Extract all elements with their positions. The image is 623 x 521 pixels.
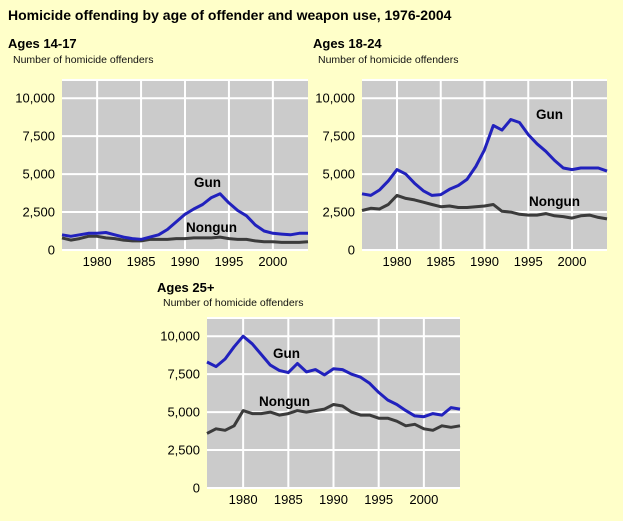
y-tick-label: 5,000 <box>22 166 55 182</box>
x-tick-label: 2000 <box>258 254 288 269</box>
panel-heading-ages-14-17: Ages 14-17 <box>8 36 77 51</box>
y-tick-label: 0 <box>347 242 355 258</box>
panel-subtitle-ages-25-plus: Number of homicide offenders <box>163 297 304 309</box>
y-tick-label: 7,500 <box>167 366 200 382</box>
y-tick-label: 2,500 <box>322 204 355 220</box>
x-tick-label: 1980 <box>382 254 412 269</box>
x-tick-label: 1990 <box>470 254 499 269</box>
y-tick-label: 10,000 <box>315 90 355 106</box>
panel-heading-ages-18-24: Ages 18-24 <box>313 36 382 51</box>
chart-ages-14-17 <box>0 75 312 275</box>
nongun-series-label: Nongun <box>529 194 580 209</box>
y-tick-label: 2,500 <box>167 442 200 458</box>
y-tick-label: 5,000 <box>322 166 355 182</box>
y-tick-label: 7,500 <box>22 128 55 144</box>
chart-ages-18-24 <box>312 75 623 275</box>
x-tick-label: 1980 <box>228 492 258 507</box>
gun-series-label: Gun <box>194 175 221 190</box>
panel-heading-ages-25-plus: Ages 25+ <box>157 280 215 295</box>
x-tick-label: 1995 <box>214 254 244 269</box>
y-tick-label: 10,000 <box>160 328 200 344</box>
nongun-series-label: Nongun <box>259 394 310 409</box>
nongun-series-label: Nongun <box>186 220 237 235</box>
x-tick-label: 1985 <box>426 254 456 269</box>
y-tick-label: 0 <box>192 480 200 496</box>
y-tick-label: 10,000 <box>15 90 55 106</box>
gun-series-label: Gun <box>536 107 563 122</box>
x-tick-label: 1980 <box>82 254 112 269</box>
chart-ages-25-plus <box>140 310 485 515</box>
gun-series-label: Gun <box>273 346 300 361</box>
x-tick-label: 2000 <box>409 492 439 507</box>
y-tick-label: 0 <box>47 242 55 258</box>
x-tick-label: 1985 <box>273 492 303 507</box>
x-tick-label: 2000 <box>557 254 587 269</box>
y-tick-label: 5,000 <box>167 404 200 420</box>
panel-subtitle-ages-18-24: Number of homicide offenders <box>318 54 459 66</box>
y-tick-label: 2,500 <box>22 204 55 220</box>
x-tick-label: 1990 <box>319 492 348 507</box>
page-title: Homicide offending by age of offender and weapon use, 1976-2004 <box>8 7 452 23</box>
x-tick-label: 1995 <box>364 492 394 507</box>
y-tick-label: 7,500 <box>322 128 355 144</box>
x-tick-label: 1990 <box>170 254 200 269</box>
panel-subtitle-ages-14-17: Number of homicide offenders <box>13 54 154 66</box>
x-tick-label: 1985 <box>126 254 156 269</box>
x-tick-label: 1995 <box>513 254 543 269</box>
